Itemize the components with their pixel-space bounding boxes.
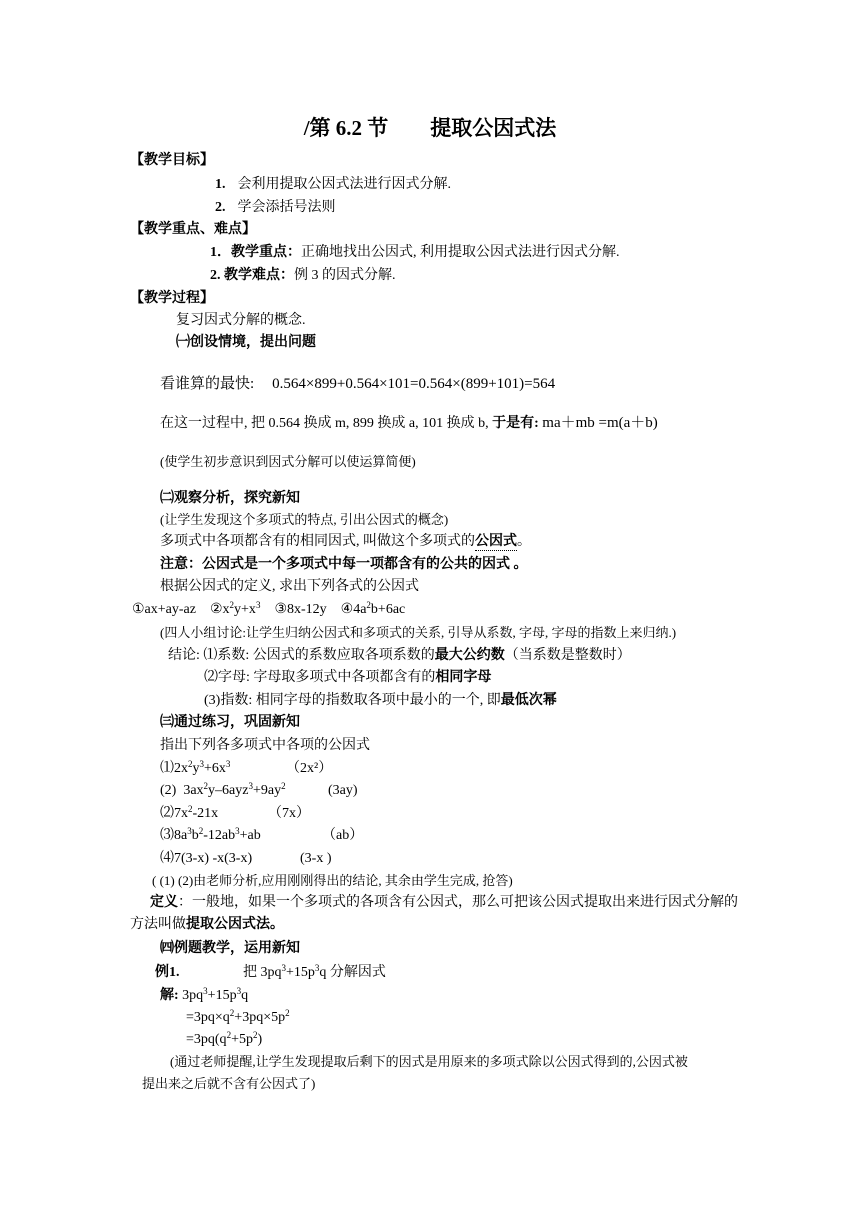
solution-line-3: $=3pq(q^2+5p^2)$ <box>186 1030 263 1047</box>
practice-item: $⑴2x^2y^3+6x^3$ <box>160 759 231 776</box>
attention-text: 注意：公因式是一个多项式中每一项都含有的公共的因式 。 <box>160 557 528 572</box>
key-point-1-text: 正确地找出公因式, 利用提取公因式法进行因式分解. <box>301 245 620 260</box>
goal-2-text: 学会添括号法则 <box>237 200 336 215</box>
conclusion-2 <box>204 669 491 687</box>
conclusion-1-tail: （当系数是整数时） <box>504 648 631 663</box>
calc-line <box>160 375 555 393</box>
solution-line-2: $=3pq\times q^2+3pq\times 5p^2$ <box>186 1008 290 1025</box>
review-text: 复习因式分解的概念. <box>176 313 306 328</box>
conclusion-2-bold: 相同字母 <box>435 670 492 685</box>
practice-answer: (3ay) <box>328 783 358 798</box>
section-goals: 【教学目标】 <box>130 153 214 168</box>
replace-bold: 于是有: <box>492 416 539 431</box>
page-title: /第 6.2 节 提取公因式法 <box>303 116 557 140</box>
definition-text: 多项式中各项都含有的相同因式, 叫做这个多项式的 <box>160 534 475 549</box>
practice-answer: （2x²） <box>286 761 333 776</box>
goal-1-num: 1. <box>215 177 226 192</box>
section-key-points: 【教学重点、难点】 <box>130 222 256 237</box>
step-1-heading: ㈠创设情境，提出问题 <box>176 335 316 350</box>
example-label: 例1. <box>155 965 180 980</box>
key-point-1 <box>210 244 620 262</box>
solution-line-1: 解: $3pq^3+15p^3q$ <box>160 986 249 1003</box>
exercise-intro: 指出下列各多项式中各项的公因式 <box>160 738 370 753</box>
key-point-2 <box>210 267 396 285</box>
note-4-line-2: 提出来之后就不含有公因式了) <box>142 1076 316 1091</box>
replace-line <box>160 414 658 433</box>
exercise-list: ①ax+ay-az $②x^2y+x^3$ ③8x-12y $④4a^2b+6ac$ <box>132 600 406 617</box>
note-1: (使学生初步意识到因式分解可以使运算简便) <box>160 454 416 469</box>
conclusion-1-text: 结论: ⑴系数: 公因式的系数应取各项系数的 <box>168 648 435 663</box>
definition-line-2 <box>130 916 284 934</box>
method-name: 提取公因式法。 <box>186 917 284 932</box>
definition-end: 。 <box>517 534 531 549</box>
example-1 <box>155 964 180 982</box>
replace-text: 在这一过程中, 把 0.564 换成 m, 899 换成 a, 101 换成 b, <box>160 416 489 431</box>
goal-1 <box>215 176 451 194</box>
goal-1-text: 会利用提取公因式法进行因式分解. <box>237 177 451 192</box>
definition-body-1: ：一般地，如果一个多项式的各项含有公因式，那么可把该公因式提取出来进行因式分解的 <box>178 895 738 910</box>
practice-answer: (3-x ) <box>300 851 332 866</box>
conclusion-3 <box>204 692 557 710</box>
conclusion-1-bold: 最大公约数 <box>434 648 505 663</box>
definition-label: 定义 <box>150 895 178 910</box>
key-point-2-text: 例 3 的因式分解. <box>294 268 396 283</box>
step-3-heading: ㈢通过练习，巩固新知 <box>160 715 300 730</box>
definition-common-factor <box>160 533 531 551</box>
key-point-2-label: 2. 教学难点： <box>210 268 294 283</box>
note-4-line-1: (通过老师提醒,让学生发现提取后剩下的因式是用原来的多项式除以公因式得到的,公因式被 <box>170 1054 688 1069</box>
ask-text: 根据公因式的定义, 求出下列各式的公因式 <box>160 579 419 594</box>
conclusion-2-text: ⑵字母: 字母取多项式中各项都含有的 <box>204 670 436 685</box>
replace-formula: ma＋mb =m(a＋b) <box>542 415 658 431</box>
note-3: (四人小组讨论:让学生归纳公因式和多项式的关系, 引导从系数, 字母, 字母的指数上来归纳.) <box>160 625 677 640</box>
conclusion-3-text: (3)指数: 相同字母的指数取各项中最小的一个, 即 <box>204 693 501 708</box>
practice-item: $⑶8a^3b^2-12ab^3+ab$ <box>160 826 261 843</box>
practice-item: ⑷7(3-x) -x(3-x) <box>160 851 253 866</box>
common-factor-term: 公因式 <box>475 534 517 549</box>
step-4-heading: ㈣例题教学，运用新知 <box>160 941 300 956</box>
calc-label: 看谁算的最快: <box>160 376 255 392</box>
exercise-note: ( (1) (2)由老师分析,应用刚刚得出的结论, 其余由学生完成, 抢答) <box>152 873 513 888</box>
conclusion-3-bold: 最低次幂 <box>500 693 557 708</box>
solution-label: 解: <box>160 988 179 1003</box>
definition-body-2: 方法叫做 <box>130 917 186 932</box>
step-2-heading: ㈡观察分析，探究新知 <box>160 491 300 506</box>
conclusion-1 <box>168 647 631 665</box>
section-process: 【教学过程】 <box>130 291 214 306</box>
goal-2-num: 2. <box>215 200 226 215</box>
practice-item: (2) $3ax^2y-6ayz^3+9ay^2$ <box>160 781 286 798</box>
practice-answer: （7x） <box>268 806 310 821</box>
calc-expression: 0.564×899+0.564×101=0.564×(899+101)=564 <box>272 376 556 392</box>
definition-line-1 <box>150 894 738 912</box>
key-point-1-label: 1．教学重点： <box>210 245 301 260</box>
practice-item: $⑵7x^2-21x$ <box>160 804 219 821</box>
goal-2 <box>215 199 336 217</box>
note-2: (让学生发现这个多项式的特点, 引出公因式的概念) <box>160 512 449 527</box>
practice-answer: （ab） <box>322 828 364 843</box>
example-1-task: 把 $3pq^3+15p^3q$ 分解因式 <box>243 963 386 980</box>
